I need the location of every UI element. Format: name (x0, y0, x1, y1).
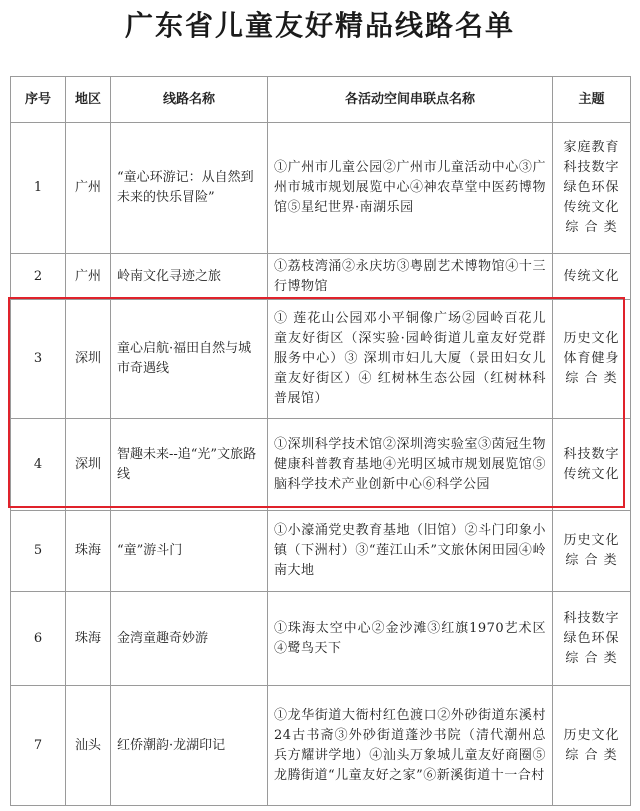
row-stops: ①珠海太空中心②金沙滩③红旗1970艺术区④鹭鸟天下 (268, 592, 553, 686)
row-number: 7 (11, 686, 66, 806)
header-region: 地区 (66, 77, 111, 123)
row-theme (553, 254, 631, 300)
row-region: 汕头 (66, 686, 111, 806)
theme-tag: 历史文化 (563, 533, 620, 548)
row-number: 6 (11, 592, 66, 686)
row-number: 4 (11, 419, 66, 511)
route-table (10, 76, 631, 806)
theme-tag: 绿色环保 (563, 630, 620, 646)
row-region: 深圳 (66, 300, 111, 419)
row-route-name: 红侨潮韵·龙湖印记 (111, 686, 268, 806)
row-stops: ①龙华街道大衙村红色渡口②外砂街道东溪村24古书斋③外砂街道蓬沙书院（清代潮州总兵方耀讲学地）④汕头万象城儿童友好商圈⑤龙腾街道“儿童友好之家”⑥新溪街道十一合村 (268, 686, 553, 806)
table-row (11, 686, 631, 806)
header-number: 序号 (11, 77, 66, 123)
theme-tag: 历史文化 (563, 727, 620, 743)
row-theme (553, 592, 631, 686)
theme-tag: 体育健身 (563, 351, 620, 366)
table-header-row (11, 77, 631, 123)
table-row (11, 511, 631, 592)
row-region: 深圳 (66, 419, 111, 511)
row-route-name: “童”游斗门 (111, 511, 268, 592)
theme-tag: 综 合 类 (565, 650, 618, 666)
theme-tag: 家庭教育 (563, 140, 620, 155)
row-stops: ① 莲花山公园邓小平铜像广场②园岭百花儿童友好街区（深实验·园岭街道儿童友好党群服务中心）③ 深圳市妇儿大厦（景田妇女儿童友好街区）④ 红树林生态公园（红树林科普展馆） (268, 300, 553, 419)
row-region: 广州 (66, 123, 111, 254)
row-number: 2 (11, 254, 66, 300)
theme-tag: 科技数字 (563, 160, 620, 175)
row-route-name: “童心环游记：从自然到未来的快乐冒险” (111, 123, 268, 254)
row-route-name: 金湾童趣奇妙游 (111, 592, 268, 686)
row-region: 广州 (66, 254, 111, 300)
table-row (11, 592, 631, 686)
theme-tag: 科技数字 (563, 446, 620, 462)
header-route-name: 线路名称 (111, 77, 268, 123)
theme-tag: 科技数字 (563, 610, 620, 626)
theme-tag: 历史文化 (563, 331, 620, 346)
row-theme (553, 511, 631, 592)
table-row (11, 300, 631, 419)
row-route-name: 智趣未来--追“光”文旅路线 (111, 419, 268, 511)
theme-tag: 综 合 类 (565, 371, 618, 386)
row-theme (553, 123, 631, 254)
theme-tag: 传统文化 (563, 200, 620, 215)
row-number: 1 (11, 123, 66, 254)
row-stops: ①小濠涌党史教育基地（旧馆）②斗门印象小镇（下洲村）③“莲江山禾”文旅休闲田园④岭南大地 (268, 511, 553, 592)
row-route-name: 童心启航·福田自然与城市奇遇线 (111, 300, 268, 419)
row-region: 珠海 (66, 511, 111, 592)
theme-tag: 传统文化 (563, 268, 620, 284)
row-number: 3 (11, 300, 66, 419)
row-stops: ①广州市儿童公园②广州市儿童活动中心③广州市城市规划展览中心④神农草堂中医药博物馆⑤星纪世界·南湖乐园 (268, 123, 553, 254)
row-theme (553, 419, 631, 511)
row-route-name: 岭南文化寻迹之旅 (111, 254, 268, 300)
theme-tag: 绿色环保 (563, 180, 620, 195)
header-theme: 主题 (553, 77, 631, 123)
row-number: 5 (11, 511, 66, 592)
table-row (11, 419, 631, 511)
row-theme (553, 686, 631, 806)
table-row (11, 123, 631, 254)
theme-tag: 综 合 类 (565, 747, 618, 763)
page-title: 广东省儿童友好精品线路名单 (124, 9, 515, 42)
row-region: 珠海 (66, 592, 111, 686)
row-stops: ①深圳科学技术馆②深圳湾实验室③茵冠生物健康科普教育基地④光明区城市规划展览馆⑤脑科学技术产业创新中心⑥科学公园 (268, 419, 553, 511)
row-theme (553, 300, 631, 419)
theme-tag: 传统文化 (563, 466, 620, 482)
theme-tag: 综 合 类 (565, 553, 618, 568)
theme-tag: 综 合 类 (565, 220, 618, 235)
row-stops: ①荔枝湾涌②永庆坊③粤剧艺术博物馆④十三行博物馆 (268, 254, 553, 300)
table-row (11, 254, 631, 300)
header-stops: 各活动空间串联点名称 (268, 77, 553, 123)
